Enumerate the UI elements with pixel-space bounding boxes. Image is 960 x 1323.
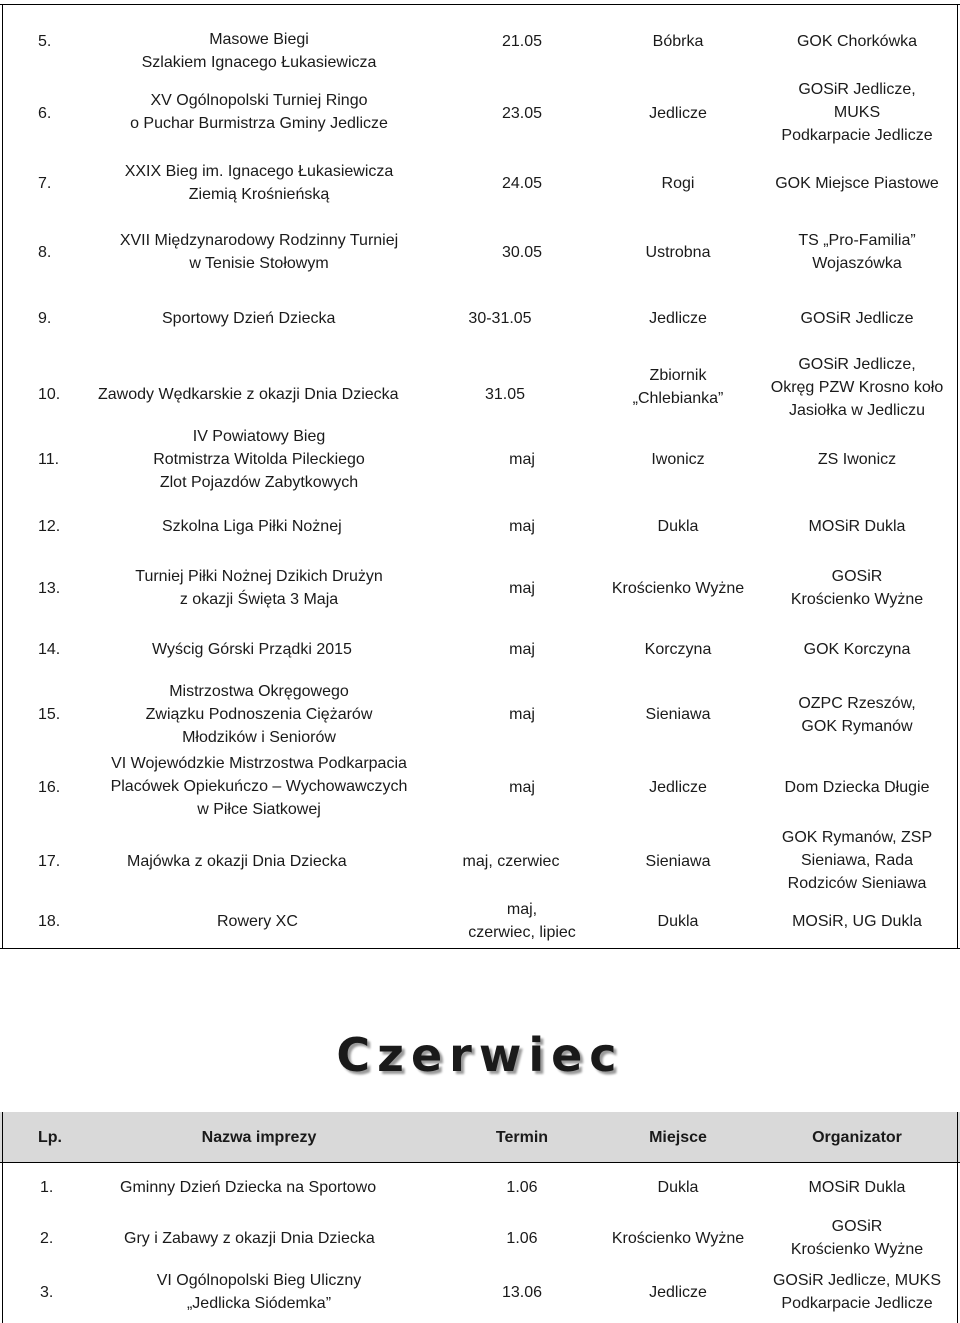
event-date: maj [509,641,535,658]
event-name: VI Ogólnopolski Bieg Uliczny [156,1272,362,1289]
event-place: Dukla [657,1179,699,1196]
event-organizer: Jasiołka w Jedliczu [788,402,926,419]
event-name: XV Ogólnopolski Turniej Ringo [150,92,368,109]
event-date: 24.05 [501,175,543,192]
event-date: 1.06 [506,1230,538,1247]
table-line [0,4,960,5]
event-place: Jedlicze [649,779,707,796]
event-organizer: Krościenko Wyżne [790,591,924,608]
event-organizer: MOSiR Dukla [808,518,906,535]
event-name: w Piłce Siatkowej [197,801,321,818]
event-date: 23.05 [501,105,543,122]
event-name: Gry i Zabawy z okazji Dnia Dziecka [124,1230,375,1247]
event-name: Związku Podnoszenia Ciężarów [145,706,373,723]
row-number: 6. [38,105,52,122]
event-name: Zlot Pojazdów Zabytkowych [159,474,359,491]
table-header-row [0,1112,960,1162]
row-number: 2. [40,1230,54,1247]
event-place: Dukla [657,518,699,535]
row-number: 10. [38,386,61,403]
event-name: Zawody Wędkarskie z okazji Dnia Dziecka [98,386,399,403]
event-organizer: Podkarpacie Jedlicze [781,127,933,144]
event-organizer: ZS Iwonicz [817,451,897,468]
row-number: 11. [38,451,60,468]
event-name: Gminny Dzień Dziecka na Sportowo [120,1179,377,1196]
event-organizer: Krościenko Wyżne [790,1241,924,1258]
header-lp: Lp. [38,1129,62,1146]
event-name: VI Wojewódzkie Mistrzostwa Podkarpacia [111,755,407,772]
event-organizer: GOK Korczyna [803,641,911,658]
event-name: w Tenisie Stołowym [189,255,329,272]
event-place: Iwonicz [651,451,705,468]
row-number: 16. [38,779,61,796]
event-organizer: TS „Pro-Familia” [798,232,916,249]
event-organizer: GOK Rymanów, ZSP [781,829,933,846]
event-date: 30.05 [501,244,543,261]
event-date: maj, czerwiec [462,853,560,870]
table-line [957,1112,958,1323]
event-date: maj [509,706,535,723]
event-organizer: GOSiR Jedlicze, [798,81,916,98]
event-name: XXIX Bieg im. Ignacego Łukasiewicza [124,163,394,180]
row-number: 3. [40,1284,54,1301]
event-date: maj [509,779,535,796]
row-number: 9. [38,310,52,327]
event-date: 30-31.05 [468,310,532,327]
event-organizer: OZPC Rzeszów, [798,695,916,712]
row-number: 17. [38,853,61,870]
event-organizer: MUKS [833,104,881,121]
event-organizer: GOSiR Jedlicze, [798,356,916,373]
event-name: „Jedlicka Siódemka” [186,1295,332,1312]
event-date: 13.06 [501,1284,543,1301]
event-name: Szkolna Liga Piłki Nożnej [162,518,342,535]
event-date: czerwiec, lipiec [468,924,576,941]
event-date: maj [509,580,535,597]
event-place: Jedlicze [649,310,707,327]
event-place: Jedlicze [649,1284,707,1301]
table-line [0,1162,960,1163]
event-organizer: MOSiR, UG Dukla [792,913,922,930]
event-name: Ziemią Krośnieńską [188,186,330,203]
event-name: IV Powiatowy Bieg [192,428,326,445]
event-place: Sieniawa [645,853,711,870]
event-name: z okazji Święta 3 Maja [179,591,339,608]
event-place: Jedlicze [649,105,707,122]
event-organizer: GOSiR Jedlicze [800,310,914,327]
event-name: Masowe Biegi [209,31,309,48]
event-place: Krościenko Wyżne [611,580,745,597]
header-organizator: Organizator [812,1129,902,1146]
event-organizer: GOK Rymanów [801,718,913,735]
event-place: Rogi [661,175,695,192]
event-date: 21.05 [501,33,543,50]
event-name: o Puchar Burmistrza Gminy Jedlicze [130,115,388,132]
row-number: 13. [38,580,61,597]
event-date: 1.06 [506,1179,538,1196]
row-number: 12. [38,518,61,535]
event-name: Wyścig Górski Prządki 2015 [152,641,352,658]
event-name: Mistrzostwa Okręgowego [169,683,349,700]
event-place: Krościenko Wyżne [611,1230,745,1247]
event-place: „Chlebianka” [632,390,724,407]
event-date: 31.05 [484,386,526,403]
event-organizer: Okręg PZW Krosno koło [770,379,944,396]
event-organizer: Wojaszówka [812,255,902,272]
header-termin: Termin [495,1129,549,1146]
row-number: 7. [38,175,52,192]
table-line [2,4,3,948]
event-date: maj [509,518,535,535]
event-place: Ustrobna [645,244,711,261]
table-line [0,948,960,949]
row-number: 5. [38,33,52,50]
event-name: Majówka z okazji Dnia Dziecka [127,853,347,870]
event-date: maj [509,451,535,468]
event-name: Placówek Opiekuńczo – Wychowawczych [110,778,408,795]
row-number: 14. [38,641,61,658]
event-organizer: MOSiR Dukla [808,1179,906,1196]
event-organizer: Rodziców Sieniawa [787,875,927,892]
row-number: 8. [38,244,52,261]
event-name: Szlakiem Ignacego Łukasiewicza [141,54,377,71]
month-title-czerwiec: Czerwiec [336,1028,624,1082]
row-number: 18. [38,913,61,930]
event-organizer: Sieniawa, Rada [800,852,914,869]
event-place: Zbiornik [649,367,707,384]
event-organizer: Podkarpacie Jedlicze [781,1295,933,1312]
event-name: Sportowy Dzień Dziecka [162,310,336,327]
event-organizer: GOSiR [831,1218,883,1235]
event-organizer: GOSiR Jedlicze, MUKS [772,1272,942,1289]
event-name: Młodzików i Seniorów [182,729,336,746]
event-place: Sieniawa [645,706,711,723]
event-name: Rowery XC [217,913,298,930]
row-number: 1. [40,1179,54,1196]
header-miejsce: Miejsce [649,1129,707,1146]
event-organizer: GOK Miejsce Piastowe [775,175,939,192]
table-line [957,4,958,948]
event-place: Dukla [657,913,699,930]
event-name: Turniej Piłki Nożnej Dzikich Drużyn [135,568,383,585]
header-nazwa: Nazwa imprezy [201,1129,317,1146]
event-place: Bóbrka [652,33,704,50]
event-name: Rotmistrza Witolda Pileckiego [153,451,365,468]
event-organizer: GOSiR [831,568,883,585]
event-date: maj, [506,901,538,918]
table-line [2,1112,3,1323]
row-number: 15. [38,706,61,723]
event-name: XVII Międzynarodowy Rodzinny Turniej [119,232,399,249]
event-organizer: GOK Chorkówka [796,33,918,50]
event-organizer: Dom Dziecka Długie [784,779,930,796]
event-place: Korczyna [644,641,712,658]
